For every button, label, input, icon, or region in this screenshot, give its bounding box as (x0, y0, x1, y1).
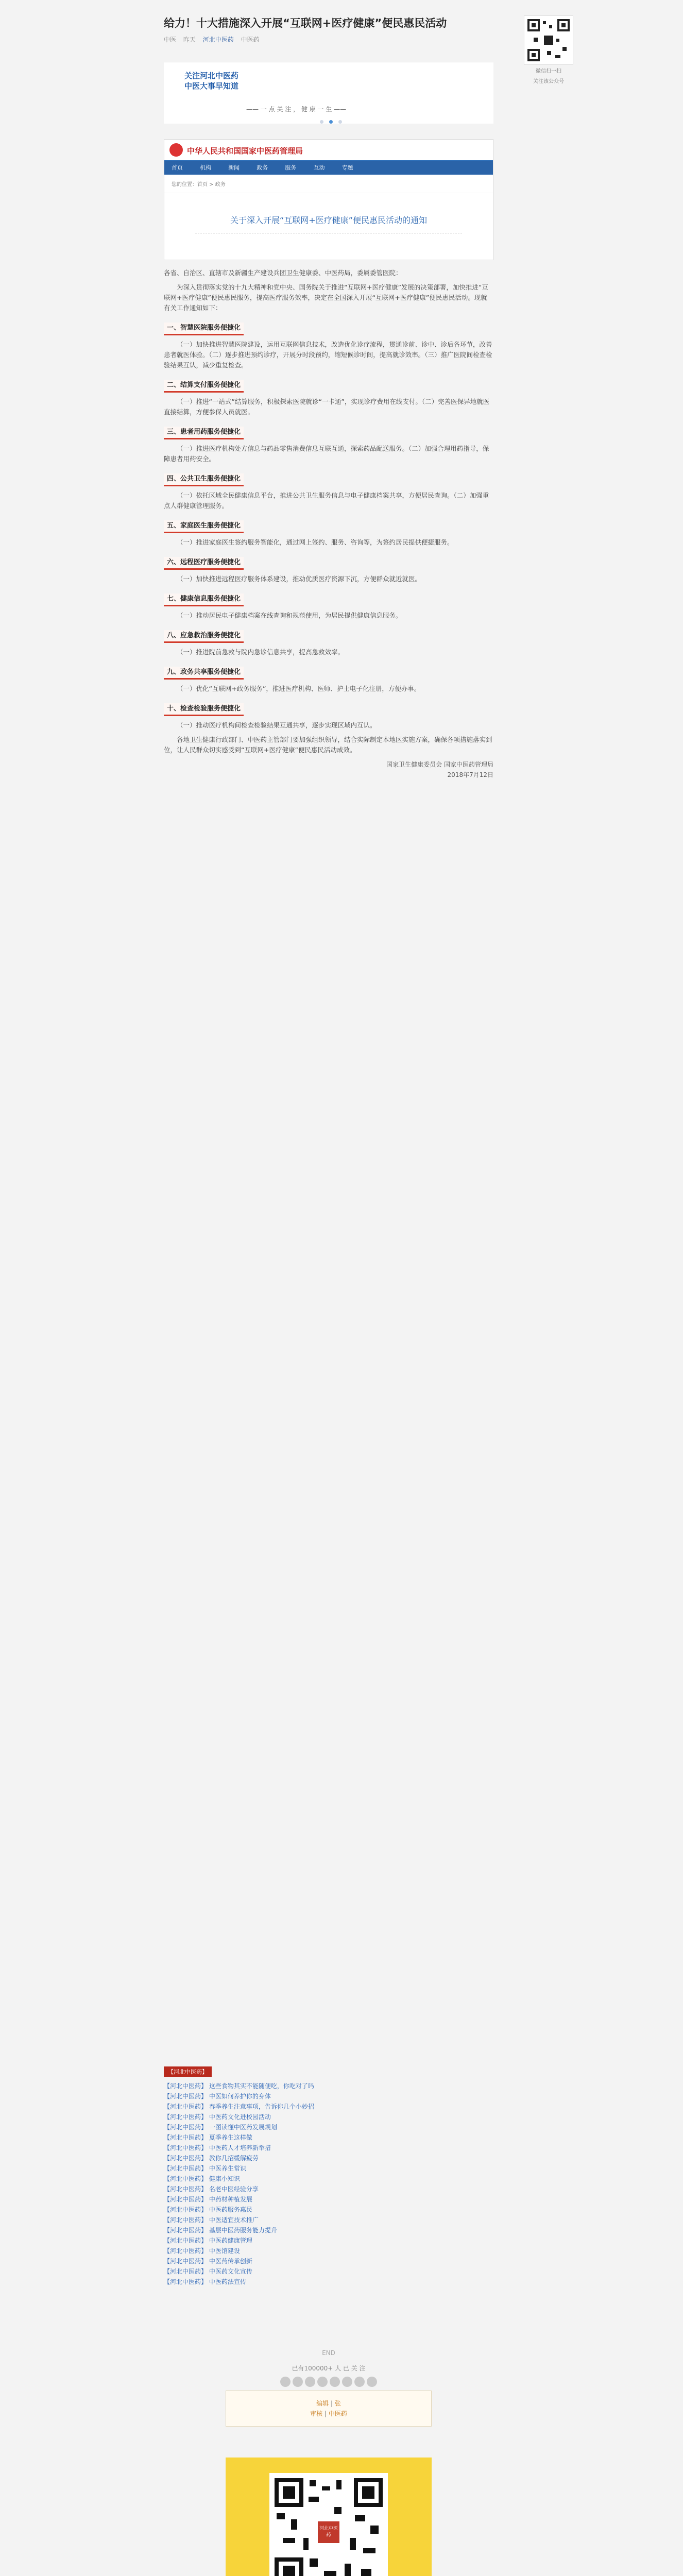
paragraph: （一）推动居民电子健康档案在线查询和规范使用，为居民提供健康信息服务。 (177, 612, 402, 619)
avatar (342, 2377, 352, 2387)
related-link[interactable]: 【河北中医药】 中医药文化宣传 (164, 2268, 252, 2275)
related-link[interactable]: 【河北中医药】 中医养生常识 (164, 2165, 246, 2172)
gov-nav-item: 互动 (313, 164, 325, 171)
paragraph: （一）推进医疗机构处方信息与药品零售消费信息互联互通，探索药品配送服务。（二）加强合理用药指导，保障患者用药安全。 (164, 445, 489, 463)
qr-code (524, 15, 573, 65)
paragraph: （一）依托区域全民健康信息平台，推进公共卫生服务信息与电子健康档案共享，方便居民查询。（二）加强重点人群健康管理服务。 (164, 492, 489, 510)
avatar (293, 2377, 303, 2387)
reads-count: 已有100000+ 人 已 关 注 (292, 2365, 366, 2372)
paragraph: （一）推动医疗机构间检查检验结果互通共享，逐步实现区域内互认。 (177, 721, 377, 729)
related-link[interactable]: 【河北中医药】 中医药文化进校园活动 (164, 2113, 271, 2121)
related-list (164, 2081, 493, 2287)
related-link[interactable]: 【河北中医药】 中医药人才培养新举措 (164, 2144, 271, 2151)
reviewer-value: 中医药 (328, 2410, 347, 2417)
section-heading: 四、公共卫生服务便捷化 (164, 473, 244, 486)
qr-caption-1: 微信扫一扫 (536, 69, 561, 74)
banner-dots[interactable] (318, 116, 344, 126)
promo-poster (226, 2458, 432, 2576)
section-heading: 五、家庭医生服务便捷化 (164, 520, 244, 533)
avatar (317, 2377, 328, 2387)
related-link[interactable]: 【河北中医药】 基层中医药服务能力提升 (164, 2227, 277, 2234)
section-heading: 七、健康信息服务便捷化 (164, 594, 244, 606)
gov-doc-title: 关于深入开展“互联网+医疗健康”便民惠民活动的通知 (230, 215, 427, 225)
article-meta (164, 35, 493, 44)
paragraph: （一）推进“一站式”结算服务，积极探索医院就诊“一卡通”，实现诊疗费用在线支付。（二）完善医保异地就医直接结算，方便参保人员就医。 (164, 398, 490, 416)
related-link[interactable]: 【河北中医药】 这些食物其实不能随便吃，你吃对了吗 (164, 2082, 314, 2090)
related-link[interactable]: 【河北中医药】 教你几招缓解疲劳 (164, 2155, 259, 2162)
article-body (164, 268, 493, 780)
qr-caption-2: 关注该公众号 (533, 79, 564, 84)
avatar (330, 2377, 340, 2387)
related-link[interactable]: 【河北中医药】 中医馆建设 (164, 2247, 240, 2255)
article-header (164, 15, 493, 44)
section-heading: 八、应急救治服务便捷化 (164, 630, 244, 643)
avatar (354, 2377, 365, 2387)
qr-code-graphic (526, 18, 571, 62)
national-emblem-icon (169, 143, 183, 157)
gov-header (164, 140, 493, 161)
meta-account-link[interactable]: 河北中医药 (202, 36, 234, 43)
end-mark: END (322, 2349, 335, 2357)
gov-site-name: 中华人民共和国国家中医药管理局 (187, 146, 303, 156)
related-link[interactable]: 【河北中医药】 中药材种植发展 (164, 2196, 252, 2203)
gov-nav-item: 政务 (257, 164, 268, 171)
signature-org: 国家卫生健康委员会 国家中医药管理局 (386, 761, 493, 768)
avatar (305, 2377, 315, 2387)
related-link[interactable]: 【河北中医药】 中医药法宣传 (164, 2278, 246, 2285)
related-link[interactable]: 【河北中医药】 中医药传承创新 (164, 2258, 252, 2265)
related-link[interactable]: 【河北中医药】 春季养生注意事项，告诉你几个小妙招 (164, 2103, 314, 2110)
article-title: 给力！十大措施深入开展“互联网+医疗健康”便民惠民活动 (164, 17, 447, 29)
related-link[interactable]: 【河北中医药】 健康小知识 (164, 2175, 240, 2182)
related-link[interactable]: 【河北中医药】 中医药服务惠民 (164, 2206, 252, 2213)
reader-avatars (164, 2377, 493, 2388)
banner-headline (184, 71, 238, 91)
gov-breadcrumb: 您的位置：首页 > 政务 (164, 175, 493, 193)
meta-source: 中医 (164, 36, 177, 43)
editor-box: 编辑 | 张 审核 | 中医药 (226, 2391, 432, 2427)
signature-date: 2018年7月12日 (447, 771, 493, 778)
side-qr-panel (520, 15, 577, 86)
gov-nav-item: 首页 (172, 164, 183, 171)
banner-dot-active[interactable] (329, 120, 333, 124)
poster-qr-badge: 河北中医药 (319, 2526, 338, 2538)
section-heading: 十、检查检验服务便捷化 (164, 703, 244, 716)
section-heading: 二、结算支付服务便捷化 (164, 380, 244, 393)
avatar (367, 2377, 377, 2387)
related-articles (164, 2066, 493, 2287)
gov-nav-item: 机构 (200, 164, 212, 171)
paragraph: 为深入贯彻落实党的十九大精神和党中央、国务院关于推进“互联网+医疗健康”发展的决策部署，加快推进“互联网+医疗健康”便民惠民服务，提高医疗服务效率，决定在全国深入开展“互联网+医疗健康”便民惠民活动。现就有关工作通知如下： (164, 283, 488, 312)
paragraph: （一）加快推进远程医疗服务体系建设，推动优质医疗资源下沉，方便群众就近就医。 (177, 575, 422, 583)
meta-extra: 中医药 (241, 36, 260, 43)
related-link[interactable]: 【河北中医药】 中医药健康管理 (164, 2237, 252, 2244)
gov-nav-item: 新闻 (228, 164, 240, 171)
editor-value: 张 (334, 2400, 341, 2407)
related-link[interactable]: 【河北中医药】 一图读懂中医药发展规划 (164, 2124, 277, 2131)
editor-label: 编辑 (316, 2400, 329, 2407)
related-link[interactable]: 【河北中医药】 名老中医经验分享 (164, 2185, 259, 2193)
meta-date: 昨天 (183, 36, 196, 43)
section-heading: 三、患者用药服务便捷化 (164, 427, 244, 439)
banner-dot[interactable] (338, 120, 342, 124)
paragraph: 各省、自治区、直辖市及新疆生产建设兵团卫生健康委、中医药局，委属委管医院： (164, 269, 402, 277)
related-link[interactable]: 【河北中医药】 夏季养生这样做 (164, 2134, 252, 2141)
gov-nav-item: 专题 (341, 164, 353, 171)
banner-small-text: —— 一 点 关 注 ， 健 康 一 生 —— (246, 106, 347, 113)
reviewer-label: 审核 (310, 2410, 323, 2417)
banner-line-1: 关注河北中医药 (184, 71, 239, 80)
paragraph: （一）优化“互联网+政务服务”，推进医疗机构、医师、护士电子化注册，方便办事。 (177, 685, 421, 692)
section-heading: 六、远程医疗服务便捷化 (164, 557, 244, 570)
gov-nav-item: 服务 (285, 164, 297, 171)
banner-line-2: 中医大事早知道 (184, 81, 239, 91)
related-link[interactable]: 【河北中医药】 中医如何养护你的身体 (164, 2093, 271, 2100)
paragraph: （一）加快推进智慧医院建设，运用互联网信息技术，改造优化诊疗流程，贯通诊前、诊中、诊后各环节，改善患者就医体验。（二）逐步推进预约诊疗，开展分时段预约，缩短候诊时间，提高就诊效率。（三）推广医院间检查检验结果互认，减少重复检查。 (164, 341, 492, 369)
avatar (280, 2377, 291, 2387)
paragraph: （一）推进家庭医生签约服务智能化，通过网上签约、服务、咨询等，为签约居民提供便捷服务。 (177, 538, 454, 546)
banner-dot[interactable] (320, 120, 323, 124)
paragraph: （一）推进院前急救与院内急诊信息共享，提高急救效率。 (177, 648, 345, 656)
banner-slider[interactable] (164, 62, 493, 124)
related-tag: 【河北中医药】 (164, 2066, 212, 2077)
poster-qr-code (269, 2473, 388, 2576)
gov-nav (164, 161, 493, 175)
reads-section (164, 2349, 493, 2388)
section-heading: 一、智慧医院服务便捷化 (164, 323, 244, 335)
closing-paragraph: 各地卫生健康行政部门、中医药主管部门要加强组织领导，结合实际制定本地区实施方案，确保各项措施落实到位，让人民群众切实感受到“互联网+医疗健康”便民惠民活动成效。 (164, 736, 492, 754)
section-heading: 九、政务共享服务便捷化 (164, 667, 244, 680)
gov-site-screenshot (164, 139, 493, 260)
related-link[interactable]: 【河北中医药】 中医适宜技术推广 (164, 2216, 259, 2224)
